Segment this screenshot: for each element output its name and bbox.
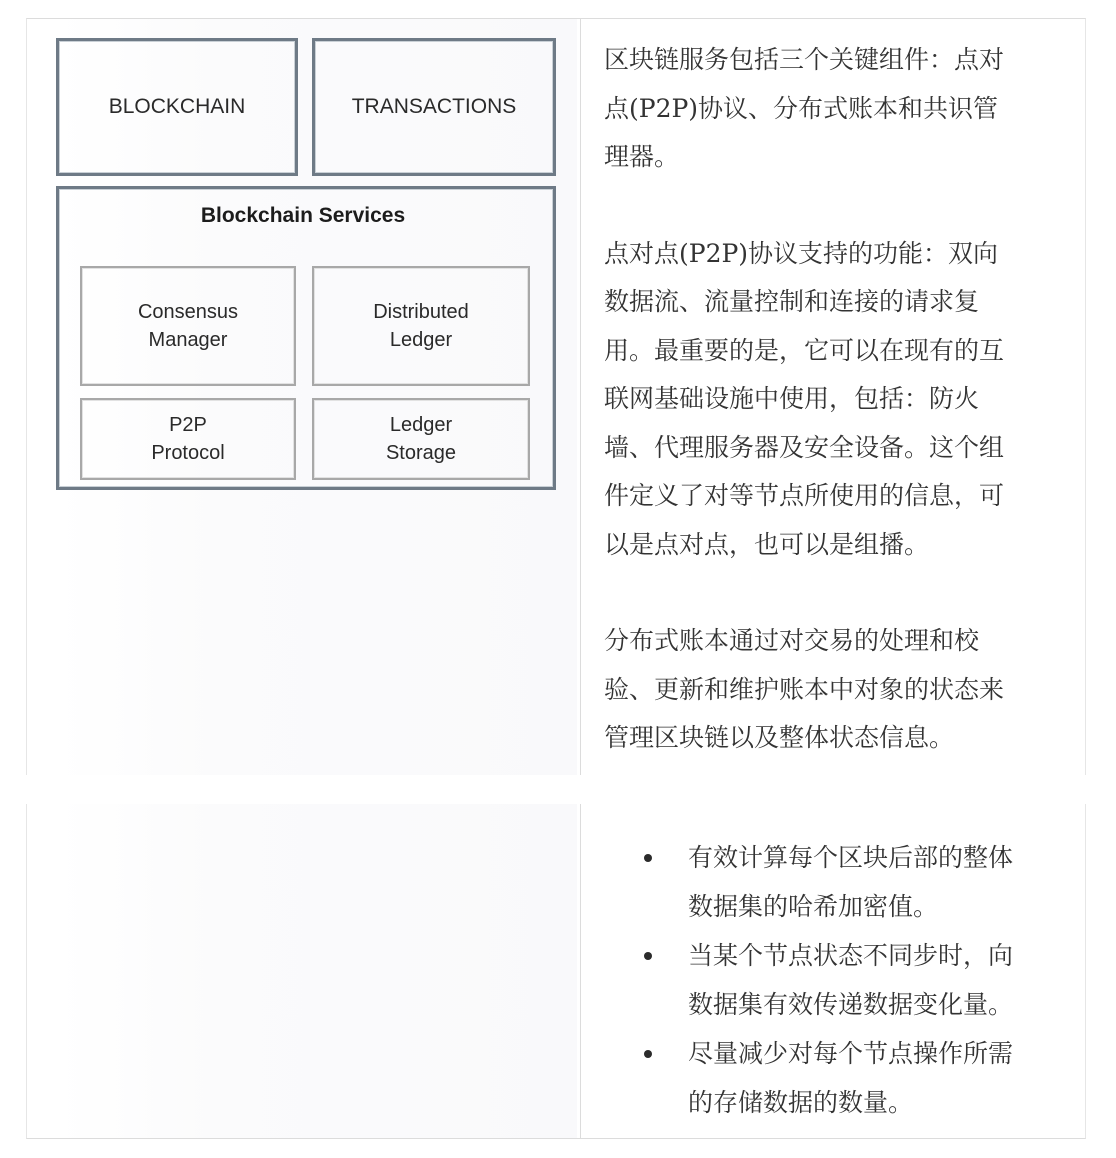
list-item-text: 当某个节点状态不同步时，向 数据集有效传递数据变化量。 [688,941,1014,1019]
bullet-icon [644,854,652,862]
blockchain-architecture-diagram [50,34,556,494]
bullet-icon [644,952,652,960]
paragraph-overview: 区块链服务包括三个关键组件：点对 点(P2P)协议、分布式账本和共识管 理器。 [604,45,1005,171]
blockchain-box [56,38,298,176]
list-item [640,833,1070,931]
left-cell [57,804,577,1138]
paragraph-p2p: 点对点(P2P)协议支持的功能：双向 数据流、流量控制和连接的请求复 用。最重要的是，它可以在现有的互 联网基础设施中使用，包括：防火 墙、代理服务器及安全设备。这个组 件定义了对等节点所使用的信息，可 以是点对点，也可以是组播。 [604,238,1005,559]
blockchain-label: BLOCKCHAIN [108,95,246,118]
consensus-manager-box: Consensus Manager [80,266,296,386]
feature-list [640,833,1070,1127]
transactions-label: TRANSACTIONS [351,95,517,118]
list-item [640,1029,1070,1127]
list-item-text: 有效计算每个区块后部的整体 数据集的哈希加密值。 [688,843,1014,921]
blockchain-services-title: Blockchain Services [200,204,406,227]
list-item [640,931,1070,1029]
distributed-ledger-box: Distributed Ledger [312,266,530,386]
p2p-protocol-box: P2P Protocol [80,398,296,480]
bullet-icon [644,1050,652,1058]
column-divider [580,804,581,1138]
column-divider [580,19,581,775]
transactions-box [312,38,556,176]
description-text [604,36,1064,763]
list-item-text: 尽量减少对每个节点操作所需 的存储数据的数量。 [688,1039,1014,1117]
ledger-storage-box: Ledger Storage [312,398,530,480]
paragraph-ledger: 分布式账本通过对交易的处理和校 验、更新和维护账本中对象的状态来 管理区块链以及整体状态信息。 [604,626,1005,752]
